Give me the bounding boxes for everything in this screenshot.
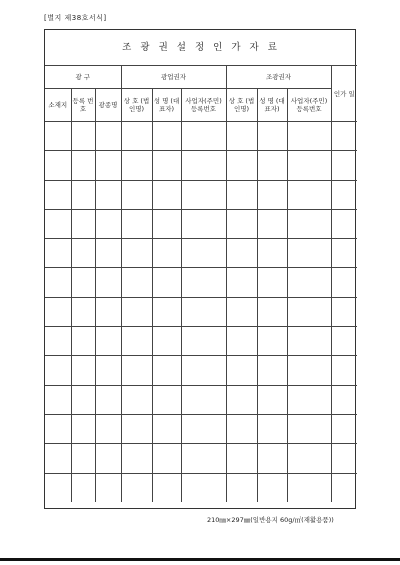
bottom-rule bbox=[0, 558, 400, 561]
table-cell[interactable] bbox=[71, 297, 95, 326]
table-cell[interactable] bbox=[181, 327, 226, 356]
table-cell[interactable] bbox=[257, 180, 287, 209]
table-cell[interactable] bbox=[152, 180, 181, 209]
table-cell[interactable] bbox=[71, 473, 95, 502]
table-cell[interactable] bbox=[181, 268, 226, 297]
table-cell[interactable] bbox=[287, 414, 331, 443]
table-row bbox=[45, 414, 357, 443]
table-cell[interactable] bbox=[152, 385, 181, 414]
table-cell[interactable] bbox=[121, 414, 152, 443]
table-cell[interactable] bbox=[181, 151, 226, 180]
table-cell[interactable] bbox=[121, 151, 152, 180]
table-cell[interactable] bbox=[95, 414, 121, 443]
table-cell[interactable] bbox=[257, 327, 287, 356]
table-cell[interactable] bbox=[181, 122, 226, 151]
table-cell[interactable] bbox=[152, 473, 181, 502]
table-cell[interactable] bbox=[45, 209, 71, 238]
table-cell[interactable] bbox=[121, 327, 152, 356]
table-cell[interactable] bbox=[45, 356, 71, 385]
form-frame bbox=[44, 29, 356, 509]
table-cell[interactable] bbox=[331, 209, 357, 238]
table-cell[interactable] bbox=[71, 239, 95, 268]
table-cell[interactable] bbox=[45, 180, 71, 209]
table-row bbox=[45, 122, 357, 151]
table-cell[interactable] bbox=[181, 356, 226, 385]
table-cell[interactable] bbox=[95, 268, 121, 297]
table-cell[interactable] bbox=[71, 444, 95, 473]
table-cell[interactable] bbox=[152, 297, 181, 326]
table-cell[interactable] bbox=[152, 151, 181, 180]
table-cell[interactable] bbox=[226, 209, 257, 238]
table-cell[interactable] bbox=[121, 473, 152, 502]
col-reg-no: 등록 번호 bbox=[71, 89, 95, 122]
table-row bbox=[45, 239, 357, 268]
table-cell[interactable] bbox=[45, 151, 71, 180]
table-cell[interactable] bbox=[257, 473, 287, 502]
table-cell[interactable] bbox=[331, 151, 357, 180]
table-cell[interactable] bbox=[95, 297, 121, 326]
table-cell[interactable] bbox=[226, 327, 257, 356]
table-cell[interactable] bbox=[287, 473, 331, 502]
col-mineral: 광종명 bbox=[95, 89, 121, 122]
approval-date-header: 인가 일 bbox=[331, 66, 357, 122]
table-cell[interactable] bbox=[71, 268, 95, 297]
table-cell[interactable] bbox=[331, 327, 357, 356]
table-cell[interactable] bbox=[226, 122, 257, 151]
form-table bbox=[45, 30, 357, 502]
table-cell[interactable] bbox=[257, 122, 287, 151]
table-cell[interactable] bbox=[226, 180, 257, 209]
table-cell[interactable] bbox=[121, 268, 152, 297]
table-cell[interactable] bbox=[152, 209, 181, 238]
table-cell[interactable] bbox=[257, 151, 287, 180]
table-cell[interactable] bbox=[95, 356, 121, 385]
table-cell[interactable] bbox=[331, 444, 357, 473]
table-cell[interactable] bbox=[121, 122, 152, 151]
table-cell[interactable] bbox=[152, 444, 181, 473]
table-cell[interactable] bbox=[331, 473, 357, 502]
table-cell[interactable] bbox=[181, 414, 226, 443]
table-cell[interactable] bbox=[152, 239, 181, 268]
table-cell[interactable] bbox=[226, 151, 257, 180]
table-cell[interactable] bbox=[287, 151, 331, 180]
table-cell[interactable] bbox=[45, 297, 71, 326]
table-cell[interactable] bbox=[71, 209, 95, 238]
table-cell[interactable] bbox=[45, 239, 71, 268]
table-cell[interactable] bbox=[45, 385, 71, 414]
table-cell[interactable] bbox=[226, 473, 257, 502]
table-cell[interactable] bbox=[226, 444, 257, 473]
table-row bbox=[45, 180, 357, 209]
table-cell[interactable] bbox=[331, 385, 357, 414]
table-cell[interactable] bbox=[45, 414, 71, 443]
table-cell[interactable] bbox=[287, 122, 331, 151]
table-cell[interactable] bbox=[287, 180, 331, 209]
table-cell[interactable] bbox=[45, 122, 71, 151]
table-cell[interactable] bbox=[45, 473, 71, 502]
table-cell[interactable] bbox=[95, 180, 121, 209]
table-cell[interactable] bbox=[257, 385, 287, 414]
col-operator-name: 상 호 (법인명) bbox=[226, 89, 257, 122]
table-cell[interactable] bbox=[181, 385, 226, 414]
table-row bbox=[45, 297, 357, 326]
table-row bbox=[45, 356, 357, 385]
table-cell[interactable] bbox=[95, 385, 121, 414]
table-cell[interactable] bbox=[287, 297, 331, 326]
table-cell[interactable] bbox=[181, 473, 226, 502]
table-cell[interactable] bbox=[45, 268, 71, 297]
table-cell[interactable] bbox=[121, 444, 152, 473]
table-cell[interactable] bbox=[226, 297, 257, 326]
table-cell[interactable] bbox=[121, 209, 152, 238]
table-cell[interactable] bbox=[287, 327, 331, 356]
table-cell[interactable] bbox=[45, 327, 71, 356]
table-cell[interactable] bbox=[257, 268, 287, 297]
table-cell[interactable] bbox=[226, 239, 257, 268]
table-cell[interactable] bbox=[181, 180, 226, 209]
table-cell[interactable] bbox=[331, 297, 357, 326]
table-cell[interactable] bbox=[152, 327, 181, 356]
table-cell[interactable] bbox=[257, 444, 287, 473]
table-cell[interactable] bbox=[257, 209, 287, 238]
col-holder-bizno: 사업자(주민) 등록번호 bbox=[181, 89, 226, 122]
table-cell[interactable] bbox=[331, 268, 357, 297]
group-holder: 광업권자 bbox=[121, 66, 226, 89]
table-cell[interactable] bbox=[181, 297, 226, 326]
table-cell[interactable] bbox=[71, 122, 95, 151]
table-cell[interactable] bbox=[45, 444, 71, 473]
table-cell[interactable] bbox=[95, 151, 121, 180]
table-cell[interactable] bbox=[95, 209, 121, 238]
table-cell[interactable] bbox=[226, 414, 257, 443]
form-reference: [별지 제38호서식] bbox=[44, 14, 107, 22]
group-operator: 조광권자 bbox=[226, 66, 331, 89]
table-cell[interactable] bbox=[121, 239, 152, 268]
table-cell[interactable] bbox=[331, 239, 357, 268]
table-cell[interactable] bbox=[71, 151, 95, 180]
table-cell[interactable] bbox=[287, 209, 331, 238]
table-cell[interactable] bbox=[257, 414, 287, 443]
table-cell[interactable] bbox=[71, 356, 95, 385]
table-cell[interactable] bbox=[95, 444, 121, 473]
table-cell[interactable] bbox=[152, 122, 181, 151]
table-cell[interactable] bbox=[71, 327, 95, 356]
col-operator-bizno: 사업자(주민) 등록번호 bbox=[287, 89, 331, 122]
table-cell[interactable] bbox=[287, 444, 331, 473]
table-cell[interactable] bbox=[226, 385, 257, 414]
table-cell[interactable] bbox=[95, 473, 121, 502]
table-row bbox=[45, 268, 357, 297]
col-holder-rep: 성 명 (대표자) bbox=[152, 89, 181, 122]
table-row bbox=[45, 151, 357, 180]
col-holder-name: 상 호 (법인명) bbox=[121, 89, 152, 122]
table-cell[interactable] bbox=[95, 122, 121, 151]
form-title: 조 광 권 설 정 인 가 자 료 bbox=[45, 30, 357, 66]
group-mine: 광 구 bbox=[45, 66, 121, 89]
table-cell[interactable] bbox=[287, 385, 331, 414]
table-cell[interactable] bbox=[226, 356, 257, 385]
table-cell[interactable] bbox=[71, 385, 95, 414]
table-cell[interactable] bbox=[95, 239, 121, 268]
table-cell[interactable] bbox=[257, 356, 287, 385]
table-row bbox=[45, 444, 357, 473]
table-row bbox=[45, 327, 357, 356]
table-cell[interactable] bbox=[287, 239, 331, 268]
table-cell[interactable] bbox=[152, 356, 181, 385]
table-cell[interactable] bbox=[71, 414, 95, 443]
paper-spec-note: 210㎜×297㎜(일반용지 60g/㎡(재활용품)) bbox=[207, 516, 334, 524]
table-cell[interactable] bbox=[121, 180, 152, 209]
table-cell[interactable] bbox=[287, 356, 331, 385]
table-row bbox=[45, 209, 357, 238]
table-cell[interactable] bbox=[331, 356, 357, 385]
col-operator-rep: 성 명 (대표자) bbox=[257, 89, 287, 122]
table-cell[interactable] bbox=[152, 268, 181, 297]
table-cell[interactable] bbox=[257, 297, 287, 326]
table-cell[interactable] bbox=[152, 414, 181, 443]
table-cell[interactable] bbox=[95, 327, 121, 356]
table-cell[interactable] bbox=[331, 122, 357, 151]
table-cell[interactable] bbox=[181, 444, 226, 473]
table-cell[interactable] bbox=[257, 239, 287, 268]
table-cell[interactable] bbox=[331, 180, 357, 209]
table-cell[interactable] bbox=[181, 209, 226, 238]
table-cell[interactable] bbox=[121, 297, 152, 326]
table-cell[interactable] bbox=[121, 356, 152, 385]
col-location: 소재지 bbox=[45, 89, 71, 122]
table-cell[interactable] bbox=[71, 180, 95, 209]
table-row bbox=[45, 385, 357, 414]
table-cell[interactable] bbox=[226, 268, 257, 297]
table-cell[interactable] bbox=[121, 385, 152, 414]
table-row bbox=[45, 473, 357, 502]
table-cell[interactable] bbox=[331, 414, 357, 443]
table-cell[interactable] bbox=[181, 239, 226, 268]
table-cell[interactable] bbox=[287, 268, 331, 297]
